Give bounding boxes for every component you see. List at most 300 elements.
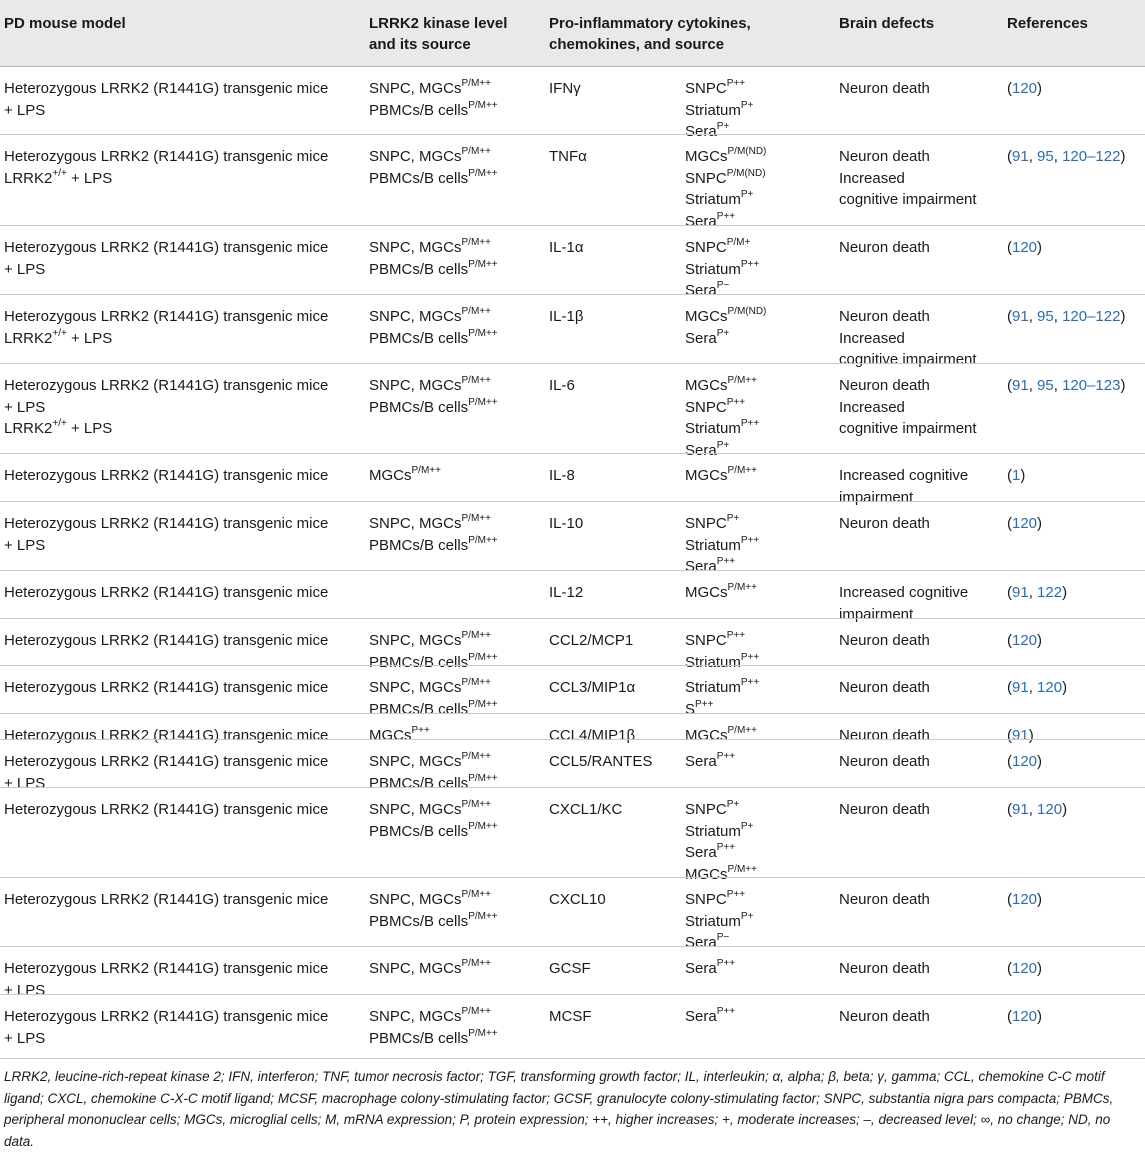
reference-punct: , — [1053, 148, 1063, 165]
defect-line: Neuron death — [839, 148, 930, 165]
kinase-line-sup: P/M++ — [468, 820, 498, 832]
kinase-line — [369, 306, 498, 328]
defect-line: Neuron death — [839, 632, 930, 649]
model-line-text: LRRK2 — [4, 420, 53, 437]
cell-cytokine: CCL2/MCP1 — [549, 632, 634, 649]
reference-punct: ( — [1007, 515, 1012, 532]
source-line — [685, 864, 757, 886]
defect-line: Neuron death — [839, 891, 930, 908]
source-line-sup: P++ — [716, 751, 736, 762]
cell-cytokine: IL-10 — [549, 515, 584, 532]
source-line — [685, 375, 759, 397]
kinase-line-text: PBMCs/B cells — [369, 1029, 469, 1047]
source-line — [685, 328, 766, 350]
kinase-line-text: SNPC, MGCs — [369, 679, 462, 696]
source-line-text: Sera — [685, 934, 717, 951]
reference-link[interactable]: 120 — [1012, 753, 1038, 770]
kinase-line-sup: P/M++ — [461, 677, 491, 688]
source-line-text: Sera — [685, 753, 717, 770]
source-line-text: Sera — [685, 329, 717, 347]
reference-link[interactable]: 122 — [1037, 584, 1063, 601]
cell-source — [685, 630, 759, 673]
cell-kinase — [369, 78, 498, 121]
kinase-line-sup: P/M++ — [468, 534, 498, 546]
kinase-line — [369, 328, 498, 350]
source-line-text: S — [685, 700, 696, 718]
source-line — [685, 397, 759, 419]
model-line: + LPS — [4, 1029, 46, 1047]
model-line: Heterozygous LRRK2 (R1441G) transgenic mice — [4, 891, 329, 908]
defect-line: Neuron death — [839, 308, 930, 325]
defect-line: impairment — [839, 488, 914, 506]
kinase-line-text: SNPC, MGCs — [369, 239, 462, 256]
model-line-suffix: + LPS — [66, 329, 113, 347]
cell-defects — [839, 1006, 930, 1028]
model-line: Heterozygous LRRK2 (R1441G) transgenic mice — [4, 148, 329, 165]
defect-line: Neuron death — [839, 727, 930, 744]
source-line — [685, 911, 753, 933]
cell-references — [1007, 513, 1042, 535]
cell-source — [685, 146, 766, 232]
model-line: Heterozygous LRRK2 (R1441G) transgenic mice — [4, 80, 329, 97]
reference-punct: ) — [1037, 960, 1043, 977]
cell-references — [1007, 582, 1067, 604]
reference-punct: ( — [1007, 584, 1012, 601]
cell-kinase — [369, 375, 498, 418]
row-divider — [0, 294, 1145, 295]
source-line — [685, 699, 759, 721]
source-line-sup: P++ — [695, 698, 714, 710]
model-line: + LPS — [4, 398, 46, 416]
defect-line: cognitive impairment — [839, 191, 977, 208]
cell-cytokine: IL-6 — [549, 377, 575, 394]
cell-cytokine: IFNγ — [549, 80, 581, 97]
model-line: Heterozygous LRRK2 (R1441G) transgenic mice — [4, 515, 329, 532]
source-line-text: SNPC — [685, 801, 727, 818]
cell-cytokine: CCL4/MIP1β — [549, 727, 636, 744]
reference-punct: ) — [1037, 753, 1043, 770]
source-line-text: Sera — [685, 844, 717, 861]
cell-cytokine: MCSF — [549, 1008, 592, 1025]
reference-punct: ( — [1007, 801, 1012, 818]
row-divider — [0, 946, 1145, 947]
reference-link[interactable]: 1 — [1012, 467, 1021, 484]
reference-punct: ( — [1007, 679, 1012, 696]
cell-kinase — [369, 725, 430, 747]
source-line-text: SNPC — [685, 169, 727, 187]
model-line: + LPS — [4, 981, 46, 999]
reference-link[interactable]: 120–123 — [1062, 377, 1121, 394]
reference-link[interactable]: 120 — [1012, 891, 1038, 908]
reference-link[interactable]: 91 — [1012, 727, 1029, 744]
row-divider — [0, 501, 1145, 502]
kinase-line-sup: P/M++ — [468, 772, 498, 784]
source-line — [685, 418, 759, 440]
kinase-line-text: PBMCs/B cells — [369, 653, 469, 671]
cell-defects — [839, 630, 930, 652]
kinase-line-text: PBMCs/B cells — [369, 700, 469, 718]
source-line — [685, 306, 766, 328]
reference-link[interactable]: 120 — [1012, 239, 1038, 256]
reference-link[interactable]: 120 — [1037, 801, 1063, 818]
source-line-text: Sera — [685, 282, 717, 299]
kinase-line-text: PBMCs/B cells — [369, 912, 469, 930]
cell-model — [4, 375, 328, 440]
model-line: Heterozygous LRRK2 (R1441G) transgenic mice — [4, 632, 329, 649]
cell-defects — [839, 78, 930, 100]
reference-punct: ( — [1007, 960, 1012, 977]
source-line — [685, 121, 753, 143]
kinase-line — [369, 146, 498, 168]
source-line-sup: P++ — [740, 258, 760, 270]
cell-kinase — [369, 146, 498, 189]
kinase-line — [369, 652, 498, 674]
cell-source — [685, 78, 753, 143]
cell-model — [4, 78, 328, 121]
kinase-line — [369, 259, 498, 281]
reference-punct: ( — [1007, 467, 1012, 484]
reference-link[interactable]: 120 — [1012, 80, 1038, 97]
kinase-line-text: SNPC, MGCs — [369, 891, 462, 908]
reference-punct: , — [1028, 148, 1038, 165]
cell-kinase — [369, 1006, 498, 1049]
kinase-line-sup: P/M++ — [468, 327, 498, 339]
source-line-sup: P++ — [726, 396, 746, 408]
source-line — [685, 556, 759, 578]
kinase-line-sup: P/M++ — [461, 146, 491, 157]
kinase-line-sup: P/M++ — [468, 258, 498, 270]
model-line — [4, 328, 328, 350]
defect-line: impairment — [839, 605, 914, 623]
reference-link[interactable]: 120 — [1012, 632, 1038, 649]
source-line-sup: P− — [716, 280, 730, 291]
cell-kinase — [369, 889, 498, 932]
model-line — [4, 418, 328, 440]
reference-link[interactable]: 120 — [1012, 960, 1038, 977]
cell-model — [4, 306, 328, 349]
kinase-line-sup: P/M++ — [468, 396, 498, 408]
header-model: PD mouse model — [4, 15, 126, 32]
kinase-line-sup: P/M++ — [468, 698, 498, 710]
source-line-text: MGCs — [685, 377, 728, 394]
source-line — [685, 582, 757, 604]
reference-punct: , — [1053, 377, 1063, 394]
cell-source — [685, 375, 759, 461]
defect-line: Neuron death — [839, 377, 930, 394]
reference-punct: ( — [1007, 80, 1012, 97]
source-line — [685, 677, 759, 699]
model-line-suffix: + LPS — [66, 169, 113, 187]
cell-cytokine: CXCL10 — [549, 891, 606, 908]
reference-link[interactable]: 120–122 — [1062, 308, 1121, 325]
kinase-line-sup: P/M++ — [461, 78, 491, 89]
reference-link[interactable]: 95 — [1037, 377, 1054, 394]
source-line-text: Striatum — [685, 679, 741, 696]
reference-link[interactable]: 91 — [1012, 377, 1029, 394]
model-line: Heterozygous LRRK2 (R1441G) transgenic mice — [4, 308, 329, 325]
reference-punct: ) — [1037, 80, 1043, 97]
table-footnote: LRRK2, leucine-rich-repeat kinase 2; IFN, interferon; TNF, tumor necrosis factor; TGF, transforming growth factor; IL, interleukin; α, alpha; β, beta; γ, gamma; CCL, chemokine C-C motif ligand; CXCL, chemokine C-X-C motif ligand; MCSF, macrophage colony-stimulating factor; GCSF, granulocyte colony-stimulating factor; SNPC, substantia nigra pars compacta; PBMCs, peripheral mononuclear cells; MGCs, microglial cells; M, mRNA expression; P, protein expression; ++, higher increases; +, moderate increases; –, decreased level; ∞, no change; ND, no data. — [4, 1069, 1114, 1149]
reference-link[interactable]: 91 — [1012, 148, 1029, 165]
reference-link[interactable]: 91 — [1012, 308, 1029, 325]
source-line-sup: P++ — [726, 78, 746, 89]
row-divider — [0, 570, 1145, 571]
cell-references — [1007, 751, 1042, 773]
source-line-sup: P+ — [726, 799, 740, 810]
cell-model — [4, 146, 328, 189]
source-line-text: Striatum — [685, 536, 741, 554]
source-line-text: MGCs — [685, 865, 728, 883]
source-line — [685, 799, 757, 821]
row-divider — [0, 994, 1145, 995]
reference-punct: ) — [1028, 727, 1034, 744]
cell-references — [1007, 630, 1042, 652]
source-line-sup: P/M(ND) — [726, 167, 766, 179]
cell-kinase — [369, 799, 498, 842]
kinase-line — [369, 958, 491, 980]
kinase-line-sup: P/M++ — [461, 513, 491, 524]
reference-link[interactable]: 91 — [1012, 801, 1029, 818]
cell-model — [4, 1006, 328, 1049]
cell-references — [1007, 725, 1034, 747]
cell-references — [1007, 465, 1025, 487]
reference-punct: ( — [1007, 891, 1012, 908]
source-line — [685, 189, 766, 211]
row-divider — [0, 713, 1145, 714]
source-line — [685, 280, 759, 302]
source-line-sup: P+ — [726, 513, 740, 524]
source-line-sup: P/M(ND) — [727, 146, 767, 157]
source-line-text: SNPC — [685, 632, 727, 649]
cell-cytokine: CCL3/MIP1α — [549, 679, 636, 696]
cell-cytokine: CXCL1/KC — [549, 801, 623, 818]
kinase-line — [369, 677, 498, 699]
source-line — [685, 440, 759, 462]
reference-punct: ) — [1037, 632, 1043, 649]
source-line-sup: P/M++ — [727, 582, 757, 593]
reference-punct: ) — [1120, 148, 1126, 165]
source-line-text: SNPC — [685, 891, 727, 908]
row-divider — [0, 363, 1145, 364]
model-line-text: LRRK2 — [4, 169, 53, 187]
kinase-line-text: SNPC, MGCs — [369, 80, 462, 97]
source-line-text: Sera — [685, 1008, 717, 1025]
kinase-line-text: SNPC, MGCs — [369, 632, 462, 649]
model-line: + LPS — [4, 260, 46, 278]
header-cytokines-line-1: Pro-inflammatory cytokines, — [549, 15, 751, 32]
model-line: Heterozygous LRRK2 (R1441G) transgenic mice — [4, 239, 329, 256]
cell-defects — [839, 375, 977, 440]
source-line-sup: P/M(ND) — [727, 306, 767, 317]
kinase-line — [369, 237, 498, 259]
defect-line: Increased — [839, 329, 905, 347]
source-line-sup: P+ — [740, 189, 754, 200]
reference-link[interactable]: 95 — [1037, 308, 1054, 325]
source-line — [685, 146, 766, 168]
cell-defects — [839, 237, 930, 259]
source-line — [685, 821, 757, 843]
row-divider — [0, 225, 1145, 226]
reference-punct: ) — [1062, 801, 1068, 818]
source-line — [685, 78, 753, 100]
source-line-sup: P++ — [726, 630, 746, 641]
kinase-line-sup: P/M++ — [411, 465, 441, 476]
kinase-line-text: MGCs — [369, 727, 412, 744]
defect-line: Increased — [839, 169, 905, 187]
cell-kinase — [369, 465, 441, 487]
kinase-line-text: SNPC, MGCs — [369, 1008, 462, 1025]
source-line-text: Striatum — [685, 101, 741, 119]
cell-defects — [839, 677, 930, 699]
source-line-text: Striatum — [685, 822, 741, 840]
kinase-line-sup: P++ — [411, 725, 430, 736]
cell-cytokine: IL-1β — [549, 308, 584, 325]
row-divider — [0, 134, 1145, 135]
source-line-text: Sera — [685, 441, 717, 459]
cell-references — [1007, 237, 1042, 259]
reference-link[interactable]: 95 — [1037, 148, 1054, 165]
cell-kinase — [369, 237, 498, 280]
cell-references — [1007, 306, 1125, 328]
reference-link[interactable]: 91 — [1012, 679, 1029, 696]
source-line-sup: P+ — [716, 121, 730, 132]
cell-source — [685, 306, 766, 349]
cell-source — [685, 799, 757, 885]
kinase-line-text: SNPC, MGCs — [369, 960, 462, 977]
kinase-line — [369, 168, 498, 190]
kinase-line-text: SNPC, MGCs — [369, 377, 462, 394]
model-line: Heterozygous LRRK2 (R1441G) transgenic mice — [4, 679, 329, 696]
source-line-text: Sera — [685, 960, 717, 977]
source-line-text: MGCs — [685, 308, 728, 325]
model-line-sup: +/+ — [52, 418, 67, 429]
source-line-sup: P+ — [740, 99, 754, 111]
kinase-line — [369, 100, 498, 122]
cell-references — [1007, 146, 1125, 168]
kinase-line — [369, 725, 430, 747]
header-cytokines — [549, 13, 751, 55]
model-line-suffix: + LPS — [66, 420, 113, 437]
source-line-sup: P++ — [716, 1006, 736, 1017]
cell-references — [1007, 375, 1125, 397]
kinase-line-sup: P/M++ — [461, 375, 491, 386]
cell-defects — [839, 725, 930, 747]
source-line — [685, 751, 735, 773]
cell-source — [685, 889, 753, 954]
cell-source — [685, 751, 735, 773]
cell-references — [1007, 677, 1067, 699]
reference-link[interactable]: 120–122 — [1062, 148, 1121, 165]
cell-model — [4, 799, 328, 821]
cell-model — [4, 889, 328, 911]
kinase-line-text: PBMCs/B cells — [369, 536, 469, 554]
model-line: Heterozygous LRRK2 (R1441G) transgenic mice — [4, 960, 329, 977]
reference-link[interactable]: 120 — [1037, 679, 1063, 696]
cell-defects — [839, 513, 930, 535]
reference-punct: ) — [1037, 1008, 1043, 1025]
reference-link[interactable]: 120 — [1012, 1008, 1038, 1025]
header-kinase-line-2: and its source — [369, 36, 471, 53]
cell-source — [685, 582, 757, 604]
source-line — [685, 725, 757, 747]
source-line — [685, 958, 735, 980]
cell-defects — [839, 799, 930, 821]
cell-defects — [839, 958, 930, 980]
source-line — [685, 211, 766, 233]
source-line-sup: P/M+ — [726, 237, 751, 248]
defect-line: Increased cognitive — [839, 584, 969, 601]
cell-references — [1007, 958, 1042, 980]
source-line-sup: P++ — [716, 210, 736, 222]
defect-line: Neuron death — [839, 1008, 930, 1025]
cell-references — [1007, 78, 1042, 100]
row-divider — [0, 453, 1145, 454]
source-line-sup: P++ — [716, 556, 736, 567]
source-line-sup: P++ — [726, 889, 746, 900]
header-references: References — [1007, 15, 1088, 32]
kinase-line — [369, 78, 498, 100]
header-kinase — [369, 13, 507, 55]
source-line-sup: P++ — [740, 418, 760, 429]
source-line — [685, 237, 759, 259]
cell-cytokine: TNFα — [549, 148, 587, 165]
defect-line: Increased — [839, 398, 905, 416]
source-line-sup: P+ — [740, 910, 754, 922]
model-line-sup: +/+ — [52, 167, 67, 179]
cell-cytokine: IL-8 — [549, 467, 575, 484]
reference-link[interactable]: 91 — [1012, 584, 1029, 601]
kinase-line-text: PBMCs/B cells — [369, 398, 469, 416]
source-line-sup: P/M++ — [727, 863, 757, 875]
row-divider — [0, 618, 1145, 619]
cell-defects — [839, 889, 930, 911]
defect-line: Neuron death — [839, 679, 930, 696]
reference-punct: ) — [1120, 308, 1126, 325]
reference-link[interactable]: 120 — [1012, 515, 1038, 532]
kinase-line-text: PBMCs/B cells — [369, 822, 469, 840]
source-line-sup: P/M++ — [727, 375, 757, 386]
source-line-text: Striatum — [685, 191, 741, 208]
cell-source — [685, 1006, 735, 1028]
cell-defects — [839, 146, 977, 211]
source-line — [685, 100, 753, 122]
header-cytokines-line-2: chemokines, and source — [549, 36, 725, 53]
reference-punct: ) — [1037, 239, 1043, 256]
defect-line: Increased cognitive — [839, 467, 969, 484]
header-defects: Brain defects — [839, 15, 935, 32]
cell-model — [4, 513, 328, 556]
row-divider — [0, 787, 1145, 788]
kinase-line — [369, 1006, 498, 1028]
reference-punct: ( — [1007, 632, 1012, 649]
kinase-line-text: SNPC, MGCs — [369, 753, 462, 770]
source-line-sup: P/M++ — [727, 465, 757, 476]
kinase-line-sup: P/M++ — [468, 910, 498, 922]
cell-cytokine: IL-1α — [549, 239, 584, 256]
kinase-line — [369, 513, 498, 535]
cell-model — [4, 582, 328, 604]
source-line — [685, 932, 753, 954]
model-line: + LPS — [4, 774, 46, 792]
reference-punct: ( — [1007, 308, 1012, 325]
model-line: Heterozygous LRRK2 (R1441G) transgenic mice — [4, 727, 329, 744]
kinase-line — [369, 799, 498, 821]
kinase-line-sup: P/M++ — [461, 889, 491, 900]
source-line-sup: P+ — [740, 820, 754, 832]
reference-punct: ) — [1037, 891, 1043, 908]
kinase-line-sup: P/M++ — [468, 167, 498, 179]
kinase-line — [369, 699, 498, 721]
